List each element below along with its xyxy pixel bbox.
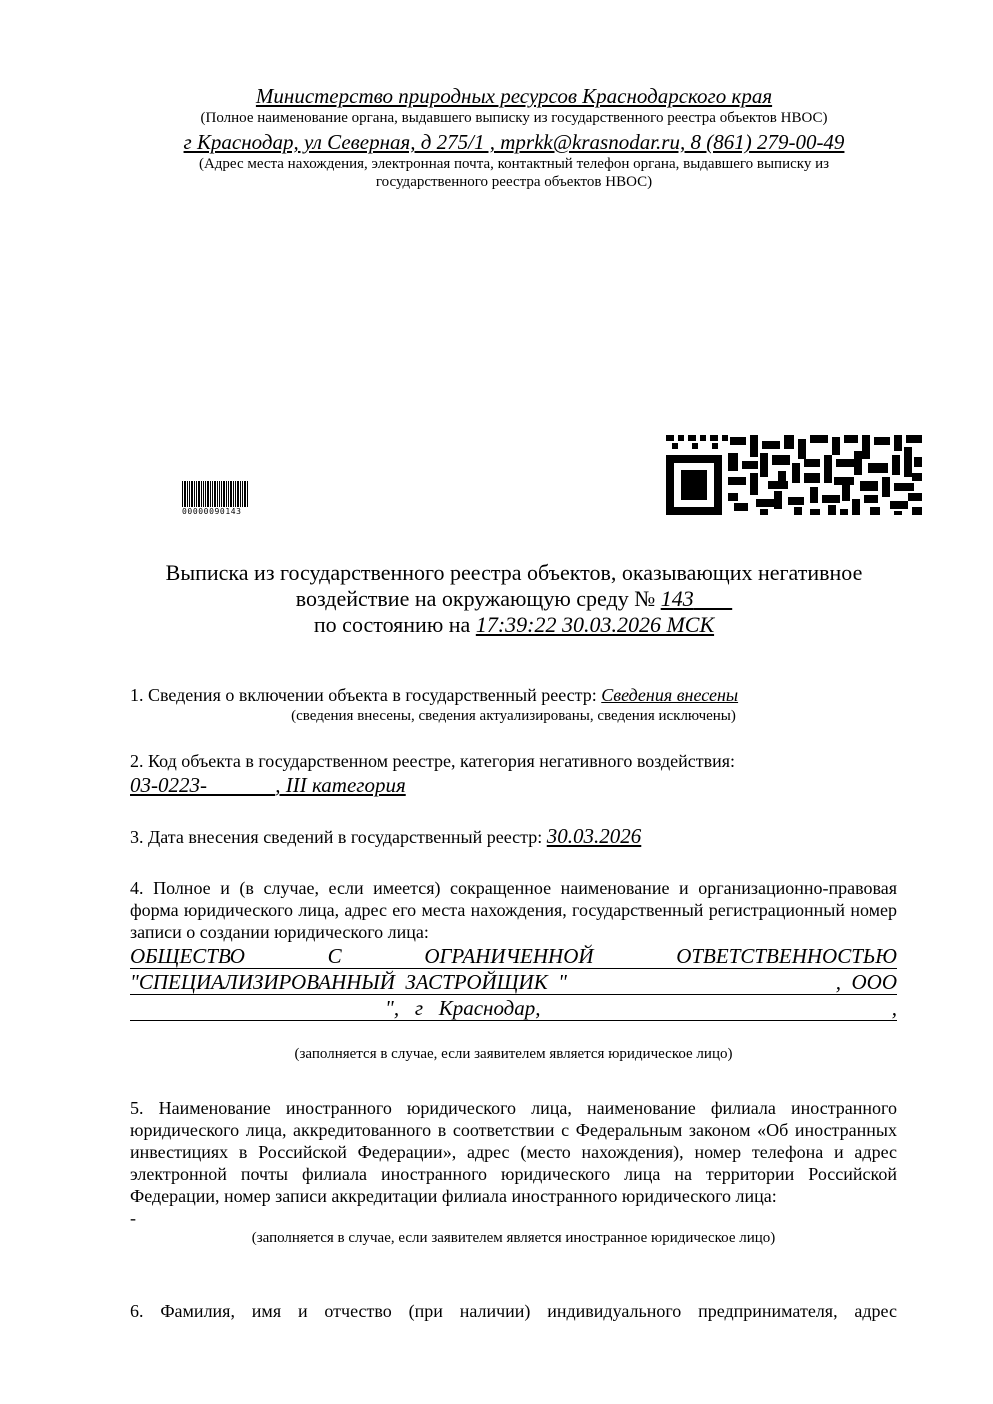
section-3-label: 3. Дата внесения сведений в государственный реестр: — [130, 827, 543, 847]
section-2-label: 2. Код объекта в государственном реестре, категория негативного воздействия: — [130, 751, 736, 771]
section-5-caption: (заполняется в случае, если заявителем является иностранное юридическое лицо) — [251, 1230, 776, 1246]
object-code-line — [130, 772, 897, 798]
org-contacts — [110, 130, 918, 155]
legal-entity-line1: ОБЩЕСТВО С ОГРАНИЧЕННОЙ ОТВЕТСТВЕННОСТЬЮ — [130, 944, 897, 968]
section-6-label: 6. Фамилия, имя и отчество (при наличии) индивидуального предпринимателя, адрес — [130, 1301, 897, 1321]
registry-date: 30.03.2026 — [546, 824, 642, 848]
org-contacts-text: г Краснодар, ул Северная, д 275/1 , mprkk@krasnodar.ru, 8 (861) 279-00-49 — [183, 130, 845, 154]
section-4 — [130, 877, 897, 1063]
org-name — [130, 84, 898, 109]
org-name-text: Министерство природных ресурсов Краснодарского края — [255, 84, 773, 108]
title-line1: Выписка из государственного реестра объектов, оказывающих негативное — [165, 560, 863, 585]
section-1-caption: (сведения внесены, сведения актуализированы, сведения исключены) — [291, 708, 736, 724]
barcode-icon — [182, 481, 248, 507]
legal-entity-line2: "СПЕЦИАЛИЗИРОВАННЫЙ ЗАСТРОЙЩИК " , ООО — [130, 970, 897, 994]
contacts-caption-line2: государственного реестра объектов НВОС) — [375, 174, 653, 190]
contacts-caption — [150, 155, 878, 191]
document-title — [110, 560, 918, 638]
section-4-label: 4. Полное и (в случае, если имеется) сокращенное наименование и организационно-правовая форма юридического лица, адрес его места нахождения, государственный регистрационный номер записи о создании юридического лица: — [130, 878, 897, 942]
section-2 — [130, 750, 897, 798]
section-5-label: 5. Наименование иностранного юридического лица, наименование филиала иностранного юридического лица, аккредитованного в соответствии с Федеральным законом «Об иностранных инвестициях в Российской Федерации», адрес (место нахождения), номер телефона и адрес электронной почты филиала иностранного юридического лица на территории Российской Федерации, номер записи аккредитации филиала иностранного юридического лица: — [130, 1098, 897, 1206]
barcode — [182, 481, 248, 515]
barcode-number: 00000090143 — [182, 507, 242, 516]
extract-number: 143 — [660, 586, 694, 611]
object-code: 03-0223- — [130, 773, 207, 797]
title-line2: воздействие на окружающую среду № 143 — [110, 586, 918, 612]
object-category: , III категория — [275, 773, 406, 797]
extract-datetime: 17:39:22 30.03.2026 МСК — [475, 612, 715, 637]
foreign-entity-value: - — [130, 1208, 136, 1228]
section-1-label: 1. Сведения о включении объекта в государственный реестр: Сведения внесены — [130, 685, 739, 705]
section-1 — [130, 684, 897, 725]
legal-entity-line3: ", г Краснодар, , — [130, 995, 897, 1021]
section-4-caption: (заполняется в случае, если заявителем является юридическое лицо) — [294, 1046, 733, 1062]
qr-code-icon — [664, 433, 924, 517]
title-line3: по состоянию на 17:39:22 30.03.2026 МСК — [313, 612, 715, 637]
section-6 — [130, 1300, 897, 1322]
section-5 — [130, 1097, 897, 1247]
org-caption: (Полное наименование органа, выдавшего выписку из государственного реестра объектов НВОС) — [200, 110, 828, 126]
inclusion-status: Сведения внесены — [601, 685, 739, 705]
section-3 — [130, 825, 897, 848]
contacts-caption-line1: (Адрес места нахождения, электронная почта, контактный телефон органа, выдавшего выписку из — [198, 156, 830, 172]
